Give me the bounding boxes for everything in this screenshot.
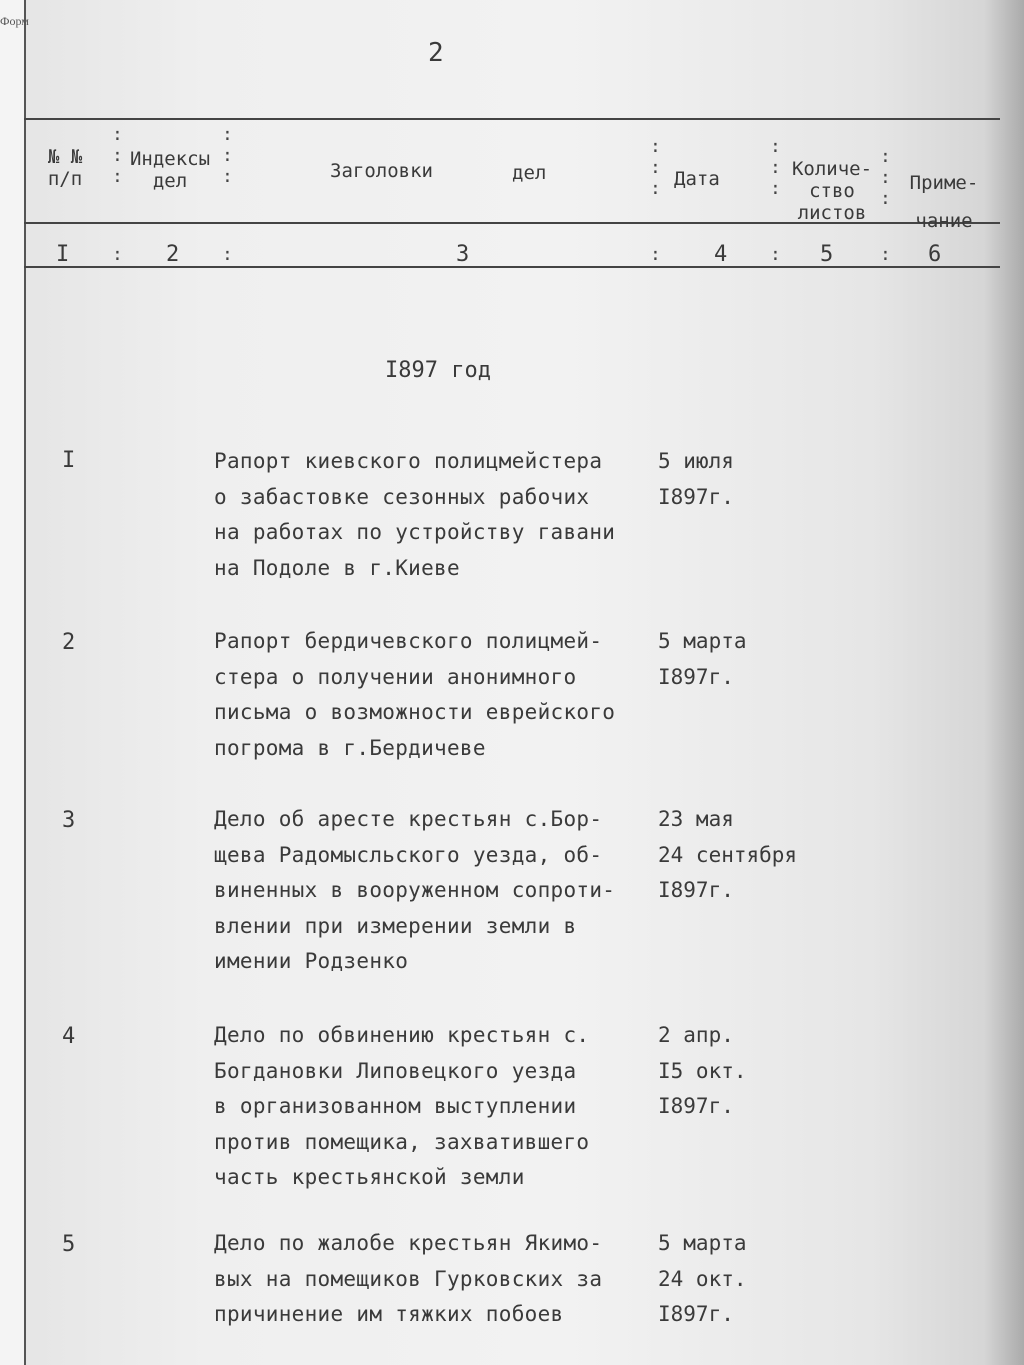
entry-title: Рапорт бердичевского полицмей- стера о получении анонимного письма о возможности еврейского погрома в г.Бердичеве (214, 629, 616, 760)
column-number-2: 2 (166, 242, 180, 267)
binding-strip (0, 0, 26, 1365)
entry-title: Дело об аресте крестьян с.Бор- щева Радомысльского уезда, об- виненных в вооруженном сопроти- влении при измерении земли в имении Родзенко (214, 807, 616, 973)
separator: : : : (770, 136, 781, 199)
year-heading: I897 год (385, 358, 491, 383)
separator: : : : (880, 146, 891, 209)
column-number-1: I (56, 242, 70, 267)
header-index: Индексы дел (129, 148, 211, 192)
corner-label: Форм (0, 14, 29, 28)
entry-number: 2 (62, 630, 76, 655)
entry-number: I (62, 448, 76, 473)
header-top-rule (24, 118, 1000, 120)
header-title-a: Заголовки (330, 160, 433, 182)
separator: : (650, 244, 661, 265)
page-number: 2 (428, 38, 444, 68)
separator: : : : (650, 136, 661, 199)
entry-date: 5 марта I897г. (658, 629, 747, 689)
entry-date: 2 апр. I5 окт. I897г. (658, 1023, 747, 1118)
entry-number: 5 (62, 1232, 76, 1257)
entry-title: Дело по жалобе крестьян Якимо- вых на помещиков Гурковских за причинение им тяжких побоев (214, 1231, 603, 1326)
entry-number: 3 (62, 808, 76, 833)
header-number: № № п/п (47, 146, 83, 190)
header-title-b: дел (512, 162, 547, 184)
entry-date: 5 июля I897г. (658, 449, 734, 509)
separator: : (112, 244, 123, 265)
separator: : : : (222, 124, 233, 187)
column-number-6: 6 (928, 242, 942, 267)
entry-title: Рапорт киевского полицмейстера о забастовке сезонных рабочих на работах по устройству гавани на Подоле в г.Киеве (214, 449, 616, 580)
column-number-4: 4 (714, 242, 728, 267)
separator: : (770, 244, 781, 265)
header-date: Дата (674, 168, 720, 190)
separator: : (880, 244, 891, 265)
header-notes: Приме- чание (909, 172, 979, 232)
entry-date: 5 марта 24 окт. I897г. (658, 1231, 747, 1326)
entry-date: 23 мая 24 сентября I897г. (658, 807, 798, 902)
header-sheets: Количе- ство листов (791, 158, 873, 224)
entry-title: Дело по обвинению крестьян с. Богдановки Липовецкого уезда в организованном выступлении против помещика, захватившего часть крестьянской земли (214, 1023, 590, 1189)
column-number-3: 3 (456, 242, 470, 267)
separator: : (222, 244, 233, 265)
page-edge-shadow (984, 0, 1024, 1365)
separator: : : : (112, 124, 123, 187)
column-number-5: 5 (820, 242, 834, 267)
entry-number: 4 (62, 1024, 76, 1049)
